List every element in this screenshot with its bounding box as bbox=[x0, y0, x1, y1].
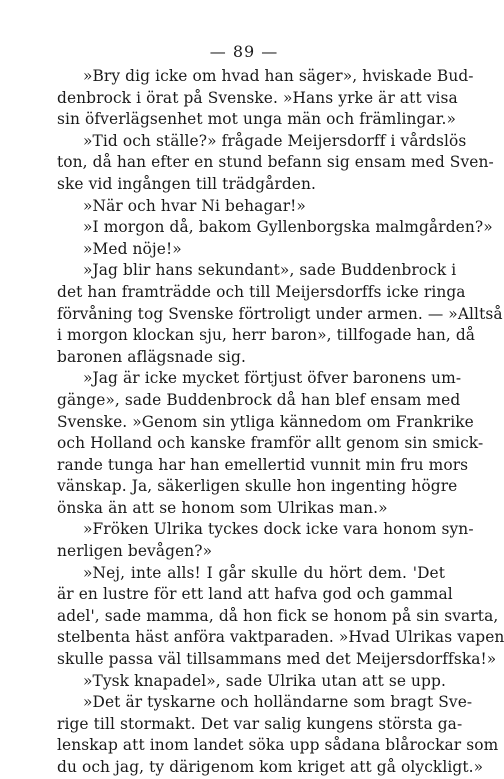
text-line: önska än att se honom som Ulrikas man.» bbox=[57, 498, 388, 517]
text-line: »När och hvar Ni behagar!» bbox=[83, 196, 306, 215]
paragraph bbox=[57, 671, 445, 693]
body-text bbox=[57, 66, 504, 779]
paragraph bbox=[57, 563, 504, 671]
text-line: och Holland och kanske framför allt genom sin smick- bbox=[57, 434, 484, 453]
text-line: ske vid ingången till trädgården. bbox=[57, 174, 316, 193]
text-line: stelbenta häst anföra vaktparaden. »Hvad Ulrikas vapen bbox=[57, 628, 504, 647]
paragraph bbox=[57, 239, 445, 261]
text-line: rige till stormakt. Det var salig kungens största ga- bbox=[57, 714, 463, 733]
text-line: »Tid och ställe?» frågade Meijersdorff i vårdslös bbox=[83, 131, 467, 150]
text-line: »Fröken Ulrika tyckes dock icke vara honom syn- bbox=[83, 520, 474, 539]
text-line: »Tysk knapadel», sade Ulrika utan att se upp. bbox=[83, 671, 446, 690]
paragraph bbox=[57, 217, 493, 239]
text-line: nerligen bevågen?» bbox=[57, 542, 213, 561]
text-line: är en lustre för ett land att hafva god och gammal bbox=[57, 585, 453, 604]
paragraph bbox=[57, 368, 484, 519]
text-line: förvåning tog Svenske förtroligt under armen. — »Alltså bbox=[57, 304, 503, 323]
text-line: rande tunga har han emellertid vunnit min fru mors bbox=[57, 455, 469, 474]
text-line: ton, då han efter en stund befann sig ensam med Sven- bbox=[57, 153, 494, 172]
page-number: — 89 — bbox=[209, 42, 279, 61]
paragraph bbox=[57, 66, 474, 131]
paragraph bbox=[57, 131, 494, 196]
text-line: baronen aflägsnade sig. bbox=[57, 347, 247, 366]
text-line: det han framträdde och till Meijersdorffs icke ringa bbox=[57, 282, 466, 301]
text-line: lenskap att inom landet söka upp sådana blårockar som bbox=[57, 736, 499, 755]
text-line: »Jag blir hans sekundant», sade Buddenbrock i bbox=[83, 261, 457, 280]
text-line: skulle passa väl tillsammans med det Meijersdorffska!» bbox=[57, 650, 497, 669]
text-line: »Det är tyskarne och holländarne som bragt Sve- bbox=[83, 693, 473, 712]
text-line: »Jag är icke mycket förtjust öfver baronens um- bbox=[83, 369, 462, 388]
paragraph bbox=[57, 260, 503, 368]
text-line: »Bry dig icke om hvad han säger», hviskade Bud- bbox=[83, 67, 474, 85]
text-line: »Nej, inte alls! I går skulle du hört dem. 'Det bbox=[83, 563, 445, 582]
text-line: du och jag, ty därigenom kom kriget att gå olyckligt.» bbox=[57, 758, 484, 776]
text-line: »Med nöje!» bbox=[83, 239, 182, 258]
paragraph bbox=[57, 519, 474, 562]
paragraph bbox=[57, 692, 499, 778]
text-line: gänge», sade Buddenbrock då han blef ensam med bbox=[57, 390, 461, 409]
paragraph bbox=[57, 196, 445, 218]
text-line: denbrock i örat på Svenske. »Hans yrke är att visa bbox=[57, 88, 458, 107]
text-line: Svenske. »Genom sin ytliga kännedom om Frankrike bbox=[57, 412, 474, 431]
text-line: adel', sade mamma, då hon fick se honom på sin svarta, bbox=[57, 606, 499, 625]
text-line: sin öfverlägsenhet mot unga män och främlingar.» bbox=[57, 110, 457, 129]
text-line: vänskap. Ja, säkerligen skulle hon ingenting högre bbox=[57, 477, 458, 496]
text-line: i morgon klockan sju, herr baron», tillfogade han, då bbox=[57, 326, 476, 345]
text-line: »I morgon då, bakom Gyllenborgska malmgården?» bbox=[83, 218, 493, 237]
